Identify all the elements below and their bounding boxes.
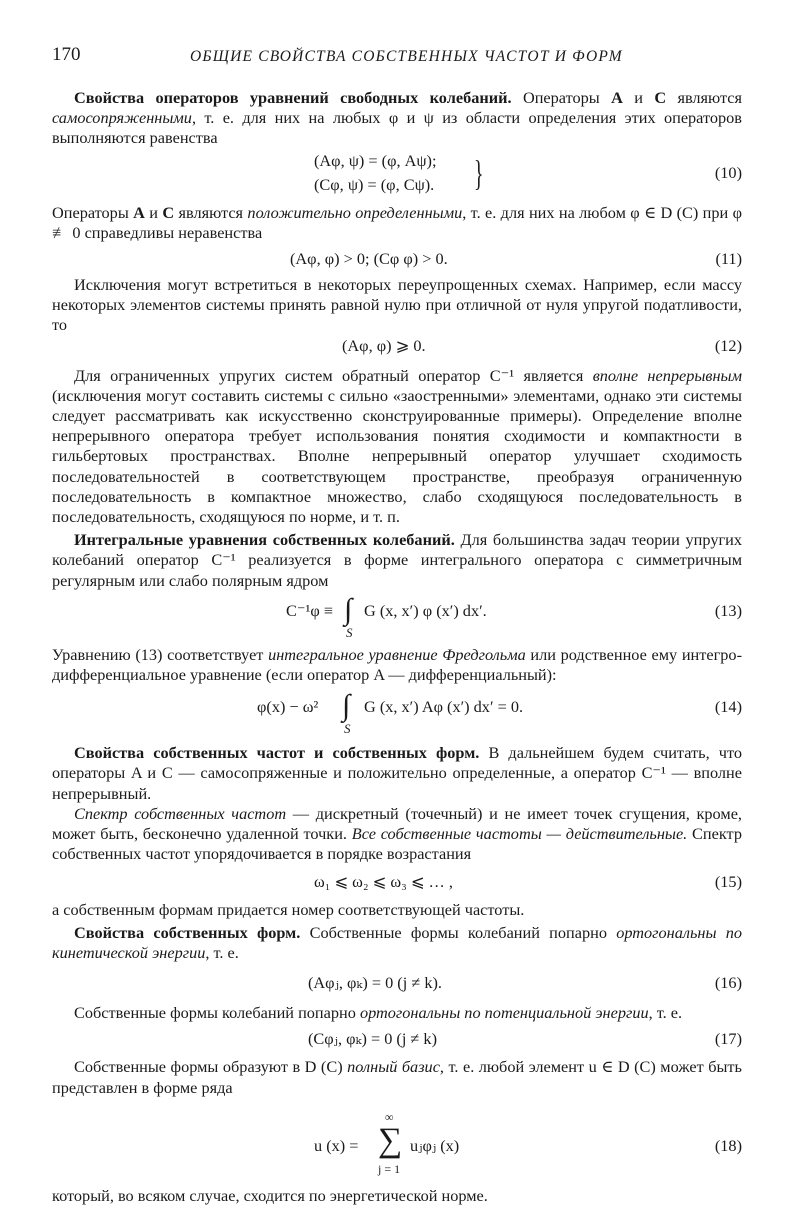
- text: Для большинства задач теории упругих колебаний оператор C⁻¹ реализуется в форме интегрального оператора с симметричным регулярным или слабо полярным ядром: [52, 530, 742, 590]
- emphasis: полный базис: [347, 1057, 440, 1077]
- section-heading-operator-properties: Свойства операторов уравнений свободных колебаний.: [74, 88, 512, 107]
- equation-11: [52, 243, 742, 275]
- text: Собственные формы колебаний попарно: [300, 922, 617, 942]
- paragraph-mode-numbering: а собственным формам придается номер соответствующей частоты.: [52, 900, 525, 920]
- paragraph-spectrum: [52, 804, 742, 865]
- equation-13-right: G (x, x′) φ (x′) dx′.: [364, 600, 487, 620]
- equation-10-line-1: (Aφ, ψ) = (φ, Aψ);: [314, 150, 437, 170]
- text: Спектр собственных частот упорядочивается в порядке возрастания: [52, 824, 742, 864]
- text: и: [622, 88, 655, 107]
- operator-symbol: A: [611, 88, 623, 107]
- equation-15-body: ω₁ ⩽ ω₂ ⩽ ω₃ ⩽ … ,: [314, 872, 453, 892]
- paragraph-integral-equations: [52, 530, 742, 591]
- summation-sign: ∑: [378, 1121, 403, 1159]
- paragraph-mode-properties: [52, 923, 742, 963]
- text: являются: [174, 202, 248, 222]
- text: Операторы: [52, 202, 134, 222]
- emphasis: Спектр собственных частот: [74, 803, 287, 823]
- sum-lower-limit: j = 1: [378, 1161, 401, 1176]
- emphasis: положительно определенными: [247, 202, 463, 222]
- emphasis: ортогональны по потенциальной энергии: [359, 1003, 649, 1023]
- text: , т. е. любой элемент u ∈ D (C) может быть представлен в форме ряда: [52, 1057, 742, 1097]
- page-number: 170: [52, 44, 81, 65]
- equation-number-11: (11): [715, 249, 742, 269]
- text: (исключения могут составить системы с сильно «заостренными» элементами, однако эти системы следует рассматривать как искусственно сконструированные примеры). Определение вполне непрерывного оператора требует использования понятия сходимости и компактности в гильбертовых пространствах. Вполне непрерывный оператор улучшает сходимость последовательностей в соответствующем пространстве, преобразуя ограниченную последовательность в компактное множество, слабо сходящуюся последовательность в последовательность, сходящуюся по норме, и т. п.: [52, 385, 742, 527]
- equation-number-15: (15): [714, 872, 742, 892]
- paragraph-frequency-properties: [52, 743, 742, 804]
- page-header: [52, 38, 742, 78]
- right-brace: }: [474, 152, 484, 193]
- text: , т. е. для них на любом φ ∈ D (C) при φ ≢ 0 справедливы неравенства: [52, 202, 742, 242]
- emphasis: вполне непрерывным: [592, 365, 742, 385]
- text: В дальнейшем будем считать, что операторы A и C — самосопряженные и положительно определенные, а оператор C⁻¹ — вполне непрерывный.: [52, 743, 742, 803]
- section-heading-mode-properties: Свойства собственных форм.: [74, 922, 301, 942]
- integration-domain: S: [344, 721, 351, 737]
- integral-sign: ∫: [342, 689, 351, 723]
- equation-16: [52, 963, 742, 1003]
- paragraph-potential-orthogonality: [52, 1003, 742, 1023]
- equation-11-body: (Aφ, φ) > 0; (Cφ φ) > 0.: [290, 249, 448, 269]
- equation-16-body: (Aφⱼ, φₖ) = 0 (j ≠ k).: [308, 973, 442, 993]
- running-head: ОБЩИЕ СВОЙСТВА СОБСТВЕННЫХ ЧАСТОТ И ФОРМ: [190, 48, 623, 65]
- emphasis: интегральное уравнение Фредгольма: [268, 644, 526, 664]
- book-page: [52, 38, 742, 1206]
- text: — дискретный (точечный) и не имеет точек сгущения, кроме, может быть, бесконечно удаленной точки.: [52, 803, 742, 844]
- sum-upper-limit: ∞: [385, 1109, 394, 1124]
- equation-13-left: C⁻¹φ ≡: [286, 600, 333, 620]
- equation-17: [52, 1023, 742, 1057]
- equation-14: [52, 685, 742, 741]
- text: или родственное ему интегро-дифференциальное уравнение (если оператор A — дифференциальный):: [52, 644, 742, 685]
- paragraph-compact-operator: [52, 366, 742, 528]
- equation-number-13: (13): [714, 600, 742, 620]
- equation-18-left: u (x) =: [314, 1135, 359, 1155]
- text: , т. е.: [205, 942, 239, 962]
- paragraph-exceptions: Исключения могут встретиться в некоторых переупрощенных схемах. Например, если массу некоторых элементов системы принять равной нулю при отличной от нуля упругой податливости, то: [52, 275, 742, 335]
- text: , т. е. для них на любых φ и ψ из области определения этих операторов выполняются равенства: [52, 108, 742, 148]
- equation-12-body: (Aφ, φ) ⩾ 0.: [342, 335, 426, 355]
- text: Собственные формы колебаний попарно: [74, 1003, 360, 1023]
- paragraph-convergence: который, во всяком случае, сходится по энергетической норме.: [52, 1185, 488, 1205]
- text: Для ограниченных упругих систем обратный оператор C⁻¹ является: [74, 365, 593, 385]
- paragraph-positive-definite: [52, 203, 742, 243]
- equation-10: [52, 149, 742, 199]
- equation-number-14: (14): [714, 697, 742, 717]
- text: Уравнению (13) соответствует: [52, 644, 269, 664]
- equation-18: [52, 1098, 742, 1182]
- integral-sign: ∫: [344, 592, 353, 626]
- equation-12: [52, 336, 742, 358]
- text: являются: [666, 88, 743, 107]
- paragraph-fredholm: [52, 645, 742, 685]
- emphasis: самосопряженными: [52, 108, 192, 128]
- text: Собственные формы образуют в D (C): [74, 1057, 348, 1077]
- operator-symbol: C: [654, 88, 667, 107]
- equation-13: [52, 591, 742, 643]
- section-heading-frequency-properties: Свойства собственных частот и собственных форм.: [74, 743, 480, 763]
- equation-14-right: G (x, x′) Aφ (x′) dx′ = 0.: [364, 697, 524, 717]
- equation-number-17: (17): [714, 1029, 742, 1049]
- section-heading-integral-equations: Интегральные уравнения собственных колебаний.: [74, 530, 455, 550]
- equation-17-body: (Cφⱼ, φₖ) = 0 (j ≠ k): [308, 1029, 437, 1049]
- text: , т. е.: [648, 1003, 683, 1023]
- paragraph-complete-basis: [52, 1057, 742, 1097]
- operator-symbol: C: [162, 202, 175, 222]
- equation-10-line-2: (Cφ, ψ) = (φ, Cψ).: [314, 174, 435, 194]
- equation-number-10: (10): [714, 162, 742, 182]
- paragraph-operator-properties: [52, 88, 742, 149]
- operator-symbol: A: [133, 202, 145, 222]
- text: Операторы: [511, 88, 612, 107]
- equation-15: [52, 864, 742, 900]
- equation-18-right: uⱼφⱼ (x): [410, 1135, 460, 1155]
- equation-number-18: (18): [714, 1135, 742, 1155]
- equation-number-16: (16): [714, 973, 742, 993]
- equation-number-12: (12): [714, 335, 742, 355]
- integration-domain: S: [346, 624, 353, 640]
- equation-14-left: φ(x) − ω²: [257, 697, 319, 717]
- text: и: [144, 202, 163, 222]
- emphasis: Все собственные частоты — действительные.: [351, 824, 688, 844]
- emphasis: ортогональны по кинетической энергии: [52, 922, 743, 962]
